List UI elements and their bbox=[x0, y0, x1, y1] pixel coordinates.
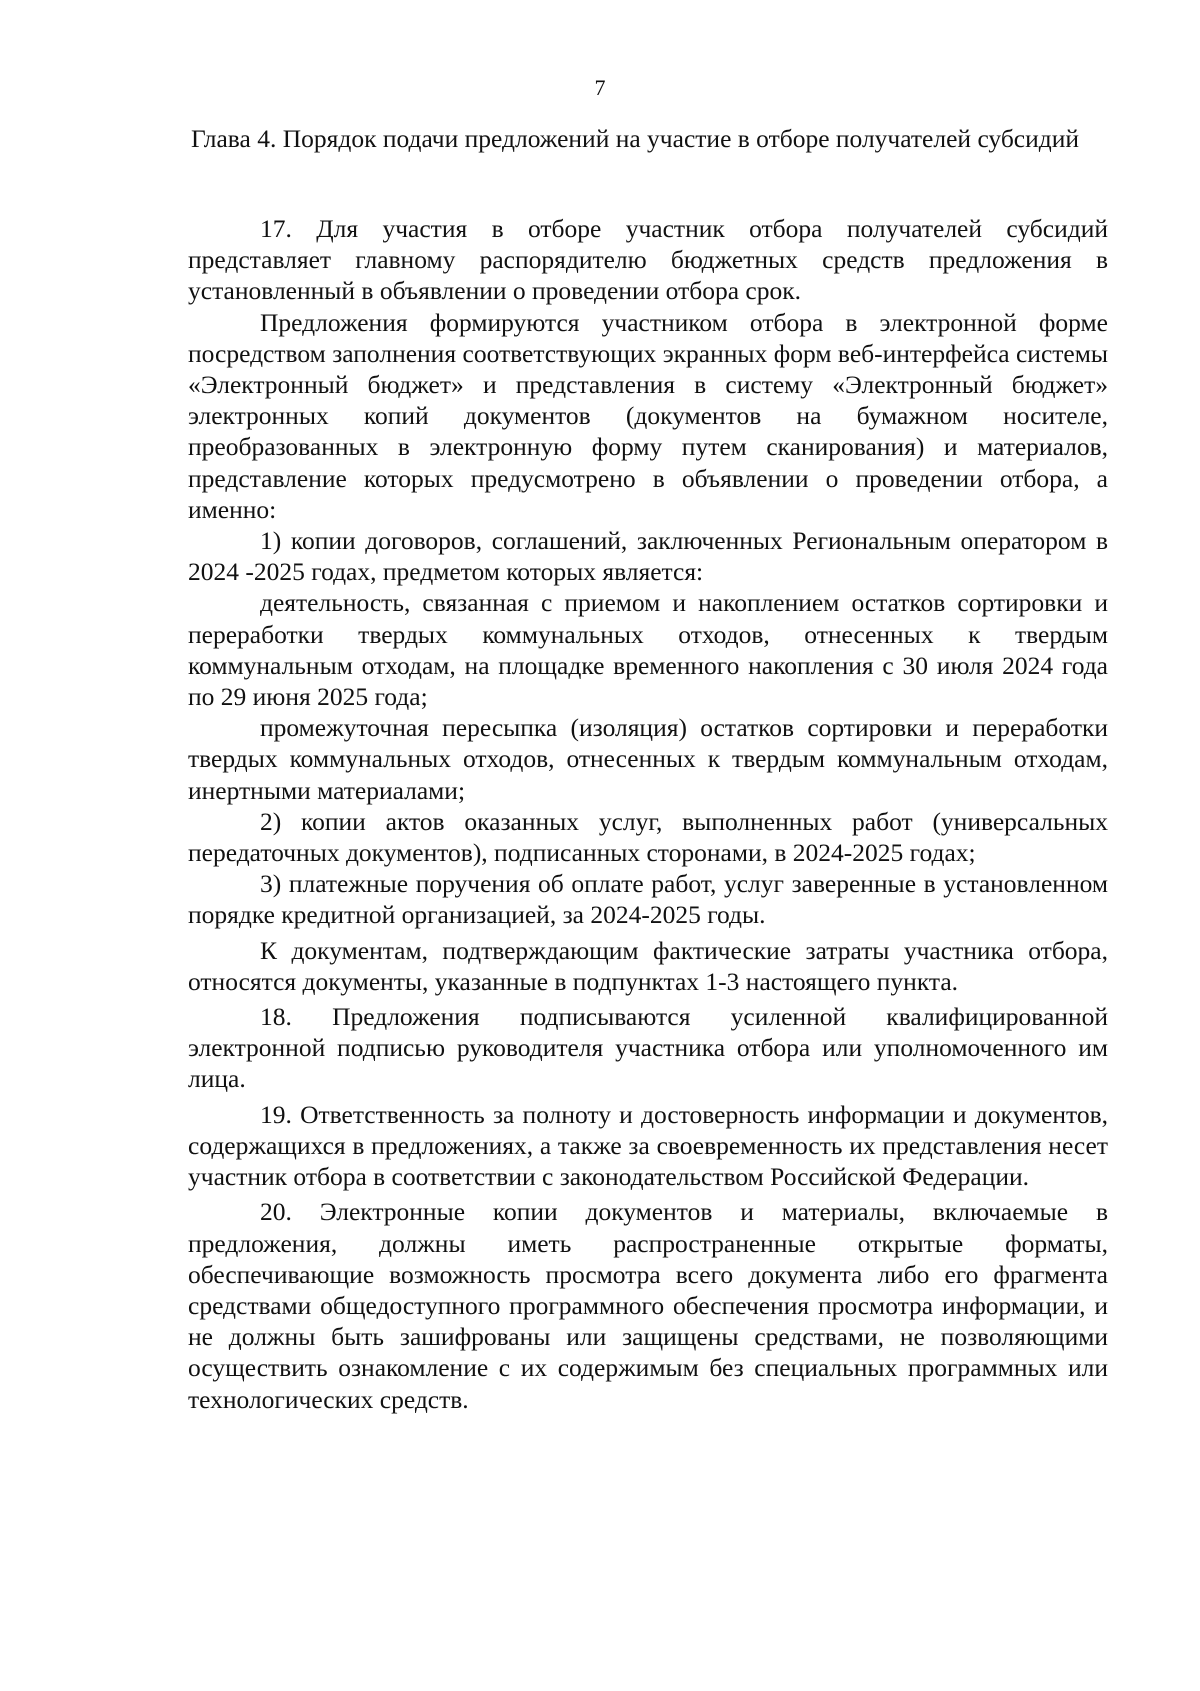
sub-item-activity: деятельность, связанная с приемом и накоплением остатков сортировки и переработки твердых коммунальных отходов, отнесенных к твердым коммунальным отходам, на площадке временного накопления с 30 июля 2024 года по 29 июня 2025 года; bbox=[188, 588, 1108, 712]
list-item-2: 2) копии актов оказанных услуг, выполненных работ (универсальных передаточных документов), подписанных сторонами, в 2024-2025 годах; bbox=[188, 806, 1108, 868]
chapter-title: Глава 4. Порядок подачи предложений на участие в отборе получателей субсидий bbox=[190, 124, 1080, 153]
page-number: 7 bbox=[594, 75, 606, 100]
paragraph-18: 18. Предложения подписываются усиленной квалифицированной электронной подписью руководителя участника отбора или уполномоченного им лица. bbox=[188, 1002, 1108, 1094]
paragraph-documents: К документам, подтверждающим фактические затраты участника отбора, относятся документы, указанные в подпунктах 1-3 настоящего пункта. bbox=[188, 935, 1108, 996]
paragraph-20: 20. Электронные копии документов и материалы, включаемые в предложения, должны иметь распространенные открытые форматы, обеспечивающие возможность просмотра всего документа либо его фрагмента средствами общедоступного программного обеспечения просмотра информации, и не должны быть зашифрованы или защищены средствами, не позволяющими осуществить ознакомление с их содержимым без специальных программных или технологических средств. bbox=[188, 1197, 1108, 1414]
list-item-3: 3) платежные поручения об оплате работ, услуг заверенные в установленном порядке кредитной организацией, за 2024-2025 годы. bbox=[188, 869, 1108, 930]
paragraph-proposals-format: Предложения формируются участником отбора в электронной форме посредством заполнения соответствующих экранных форм веб-интерфейса системы «Электронный бюджет» и представления в систему «Электронный бюджет» электронных копий документов (документов на бумажном носителе, преобразованных в электронную форму путем сканирования) и материалов, представление которых предусмотрено в объявлении о проведении отбора, а именно: bbox=[188, 307, 1108, 524]
document-body bbox=[188, 213, 1108, 1415]
list-item-1: 1) копии договоров, соглашений, заключенных Региональным оператором в 2024 -2025 годах, предметом которых является: bbox=[188, 526, 1108, 587]
sub-item-transfer: промежуточная пересыпка (изоляция) остатков сортировки и переработки твердых коммунальных отходов, отнесенных к твердым коммунальным отходам, инертными материалами; bbox=[188, 713, 1108, 805]
paragraph-17: 17. Для участия в отборе участник отбора получателей субсидий представляет главному распорядителю бюджетных средств предложения в установленный в объявлении о проведении отбора срок. bbox=[188, 214, 1108, 306]
paragraph-19: 19. Ответственность за полноту и достоверность информации и документов, содержащихся в предложениях, а также за своевременность их представления несет участник отбора в соответствии с законодательством Российской Федерации. bbox=[188, 1099, 1108, 1192]
